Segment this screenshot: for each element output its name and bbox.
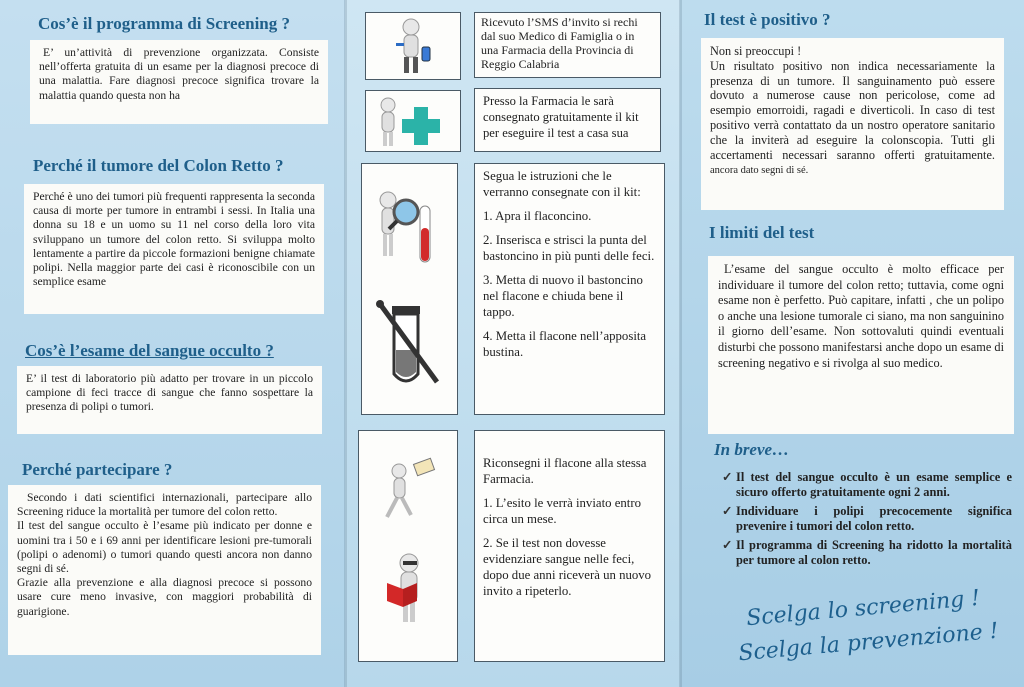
positive-tail: ancora dato segni di sé.	[710, 165, 809, 177]
step-4-box	[474, 430, 665, 662]
step-3-item-4: 4. Metta il flacone nell’apposita bustina.	[483, 329, 647, 359]
step-1-box	[474, 12, 661, 78]
step-4-intro: Riconsegni il flacone alla stessa Farmacia.	[483, 456, 647, 486]
summary-item-text: Individuare i polipi precocemente significa prevenire i tumori del colon retto.	[736, 504, 1012, 533]
running-person-with-envelope-icon	[387, 458, 435, 517]
limits-text: L’esame del sangue occulto è molto efficace per individuare il tumore del colon retto; tuttavia, come ogni esame non è perfetto. Può capitare, infatti , che un polipo o anche una lesione tumorale ci siano, ma non sanguinino il giorno dell’esame. Non sottovaluti quindi eventuali disturbi che possono manifestarsi anche dopo un esame di screening negativo e si rivolga al suo medico.	[718, 262, 1004, 370]
participate-description	[8, 485, 321, 655]
slogan-prevention: Scelga la prevenzione !	[737, 618, 1000, 667]
summary-item	[722, 504, 1012, 534]
step-3-illustration	[361, 163, 458, 415]
occult-blood-description	[17, 366, 322, 434]
positive-body-wrap	[710, 59, 995, 179]
summary-item-text: Il programma di Screening ha ridotto la mortalità per tumore al colon retto.	[736, 538, 1012, 567]
section-title-occult-blood: Cos’è l’esame del sangue occulto ?	[25, 341, 274, 360]
step-2-box	[474, 88, 661, 152]
participate-text-3: Grazie alla prevenzione e alla diagnosi precoce si possono usare cure meno invasive, con maggiori probabilità di guarigione.	[17, 576, 312, 618]
check-icon: ✓	[722, 538, 733, 552]
step-2-text: Presso la Farmacia le sarà consegnato gratuitamente il kit per eseguire il test a casa sua	[483, 94, 639, 140]
section-title-participate: Perché partecipare ?	[22, 460, 173, 479]
screening-text: E’ un’attività di prevenzione organizzata. Consiste nell’offerta gratuita di un esame per la diagnosi precoce di una malattia. Fare diagnosi precoce significa trovare la malattia quando questa non ha	[39, 46, 319, 102]
step-4-item-2: 2. Se il test non dovesse evidenziare sangue nelle feci, dopo due anni riceverà un nuovo invito a ripeterlo.	[483, 536, 652, 598]
step-3-item-3: 3. Metta di nuovo il bastoncino nel flacone e chiuda bene il tappo.	[483, 273, 643, 319]
positive-lead: Non si preoccupi !	[710, 44, 802, 58]
check-icon: ✓	[722, 504, 733, 518]
fold-line	[679, 0, 682, 687]
participate-text-1: Secondo i dati scientifici internazionali, partecipare allo Screening riduce la mortalità per tumore del colon retto.	[17, 491, 312, 519]
step-1-text: Ricevuto l’SMS d’invito si rechi dal suo Medico di Famiglia o in una Farmacia della Provincia di Reggio Calabria	[481, 15, 638, 71]
person-reading-book-icon	[387, 554, 418, 622]
summary-item-text: Il test del sangue occulto è un esame semplice e sicuro offerto gratuitamente ogni 2 anni.	[736, 470, 1012, 499]
limits-description	[708, 256, 1014, 434]
section-title-summary: In breve…	[714, 440, 790, 459]
why-colon-description	[24, 184, 324, 314]
step-4-item-1: 1. L’esito le verrà inviato entro circa un mese.	[483, 496, 642, 526]
fold-line	[344, 0, 347, 687]
summary-item	[722, 470, 1012, 500]
section-title-limits: I limiti del test	[709, 223, 815, 242]
section-title-screening: Cos’è il programma di Screening ?	[38, 14, 290, 33]
check-icon: ✓	[722, 470, 733, 484]
person-with-magnifier-and-test-tube-icon	[380, 192, 430, 262]
step-3-item-2: 2. Inserisca e strisci la punta del bastoncino in più punti delle feci.	[483, 233, 655, 263]
step-3-intro: Segua le istruzioni che le verranno consegnate con il kit:	[483, 169, 641, 199]
person-with-phone-icon	[365, 12, 461, 80]
summary-item	[722, 538, 1012, 568]
positive-description	[701, 38, 1004, 210]
person-with-pharmacy-cross-icon	[365, 90, 461, 152]
screening-description	[30, 40, 328, 124]
participate-text-2: Il test del sangue occulto è l’esame più indicato per donne e uomini tra i 50 e i 69 anni per identificare lesioni pre-tumorali (polipi o adenomi) o tumori quando questi ancora non danno segni di sé.	[17, 519, 312, 576]
positive-text: Un risultato positivo non indica necessariamente la presenza di un tumore. Il sanguinamento può essere dovuto a numerose cause non pericolose, come ad esempio emorroidi, ragadi e diverticoli. In caso di test positivo verrà contattato da un nostro operatore sanitario che la inviterà ad eseguire la colonscopia. Tutti gli accertamenti necessari saranno offerti gratuitamente.	[710, 58, 995, 162]
why-colon-text: Perché è uno dei tumori più frequenti rappresenta la seconda causa di morte per tumore in entrambi i sessi. In Italia una donna su 18 e un uomo su 11 nel corso della loro vita sviluppano un tumore del colon retto. Si sviluppa molto lentamente a partire da piccole formazioni benigne chiamate polipi. Nella maggior parte dei casi è riconoscibile con un semplice esame	[33, 190, 315, 289]
step-3-box	[474, 163, 665, 415]
slogan-screening: Scelga lo screening !	[745, 585, 982, 632]
sample-tube-with-stick-icon	[376, 300, 437, 382]
section-title-why-colon: Perché il tumore del Colon Retto ?	[33, 156, 284, 175]
section-title-positive: Il test è positivo ?	[704, 10, 831, 29]
step-3-item-1: 1. Apra il flaconcino.	[483, 209, 592, 223]
summary-list	[722, 470, 1012, 572]
occult-blood-text: E’ il test di laboratorio più adatto per trovare in un piccolo campione di feci tracce di sangue che fanno sospettare la presenza di polipi o tumori.	[26, 372, 313, 414]
step-4-illustration	[358, 430, 458, 662]
